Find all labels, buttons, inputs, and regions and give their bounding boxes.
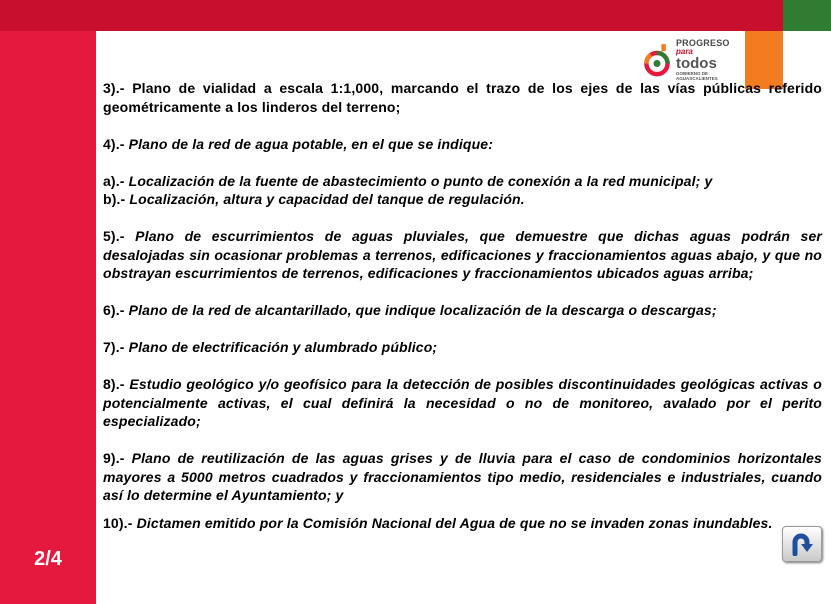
- logo-line-1: PROGRESO: [675, 38, 730, 48]
- return-arrow-icon: [789, 532, 815, 556]
- item-10: [103, 514, 822, 533]
- item-6: [103, 301, 822, 320]
- item-4a: [103, 172, 822, 191]
- logo: [642, 37, 742, 83]
- logo-line-4: GOBIERNO DE AGUASCALIENTES: [675, 71, 718, 81]
- item-6-number: 6).-: [103, 302, 125, 318]
- item-7-number: 7).-: [103, 339, 125, 355]
- item-3: 3).- Plano de vialidad a escala 1:1,000, marcando el trazo de los ejes de las vías públicas referido geométricamente a los linderos del terreno;: [103, 80, 822, 115]
- item-4a-text: Localización de la fuente de abastecimiento o punto de conexión a la red municipal; y: [128, 172, 713, 189]
- item-5-text: Plano de escurrimientos de aguas pluviales, que demuestre que dichas aguas podrán ser desalojadas sin ocasionar problemas a terrenos, edificaciones y fraccionamientos aguas abajo, y que no obstrayan escurrimientos de terrenos, edificaciones y fraccionamientos ubicados aguas arriba;: [103, 228, 822, 281]
- item-9: [103, 449, 822, 505]
- item-10-number: 10).-: [103, 514, 133, 531]
- item-9-text: Plano de reutilización de las aguas grises y de lluvia para el caso de condominios horizontales mayores a 5000 metros cuadrados y fraccionamientos tipo medio, residenciales e industriales, cuando así lo determine el Ayuntamiento; y: [103, 450, 822, 503]
- logo-text: [676, 39, 742, 81]
- item-7: [103, 338, 822, 357]
- item-4-text: Plano de la red de agua potable, en el que se indique:: [128, 135, 494, 152]
- item-5: [103, 227, 822, 283]
- item-8-number: 8).-: [103, 376, 125, 392]
- logo-line-3: todos: [675, 55, 717, 72]
- document-content: [103, 79, 822, 532]
- item-5-number: 5).-: [103, 228, 125, 244]
- item-6-text: Plano de la red de alcantarillado, que indique localización de la descarga o descargas;: [128, 302, 717, 318]
- item-8-text: Estudio geológico y/o geofísico para la detección de posibles discontinuidades geológicas activas o potencialmente activas, el cual definirá la necesidad o no de monitoreo, avalado por el perito especializado;: [103, 376, 823, 429]
- item-9-number: 9).-: [103, 450, 125, 466]
- return-button[interactable]: [782, 526, 822, 562]
- item-4b-number: b).-: [103, 191, 126, 207]
- item-8: [103, 375, 822, 431]
- item-4: [103, 135, 822, 154]
- top-red-bar: [0, 0, 783, 31]
- page-number: 2/4: [34, 548, 62, 570]
- logo-line-2: para: [675, 47, 693, 56]
- item-7-text: Plano de electrificación y alumbrado público;: [128, 339, 438, 355]
- progreso-logo-icon: [642, 40, 672, 80]
- item-4b: [103, 190, 822, 209]
- item-10-text: Dictamen emitido por la Comisión Nacional del Agua de que no se invaden zonas inundables.: [136, 514, 773, 531]
- left-sidebar: [0, 31, 96, 604]
- top-green-block: [783, 0, 831, 31]
- item-4b-text: Localización, altura y capacidad del tanque de regulación.: [129, 191, 525, 207]
- item-4a-number: a).-: [103, 172, 125, 189]
- item-4-number: 4).-: [103, 135, 125, 152]
